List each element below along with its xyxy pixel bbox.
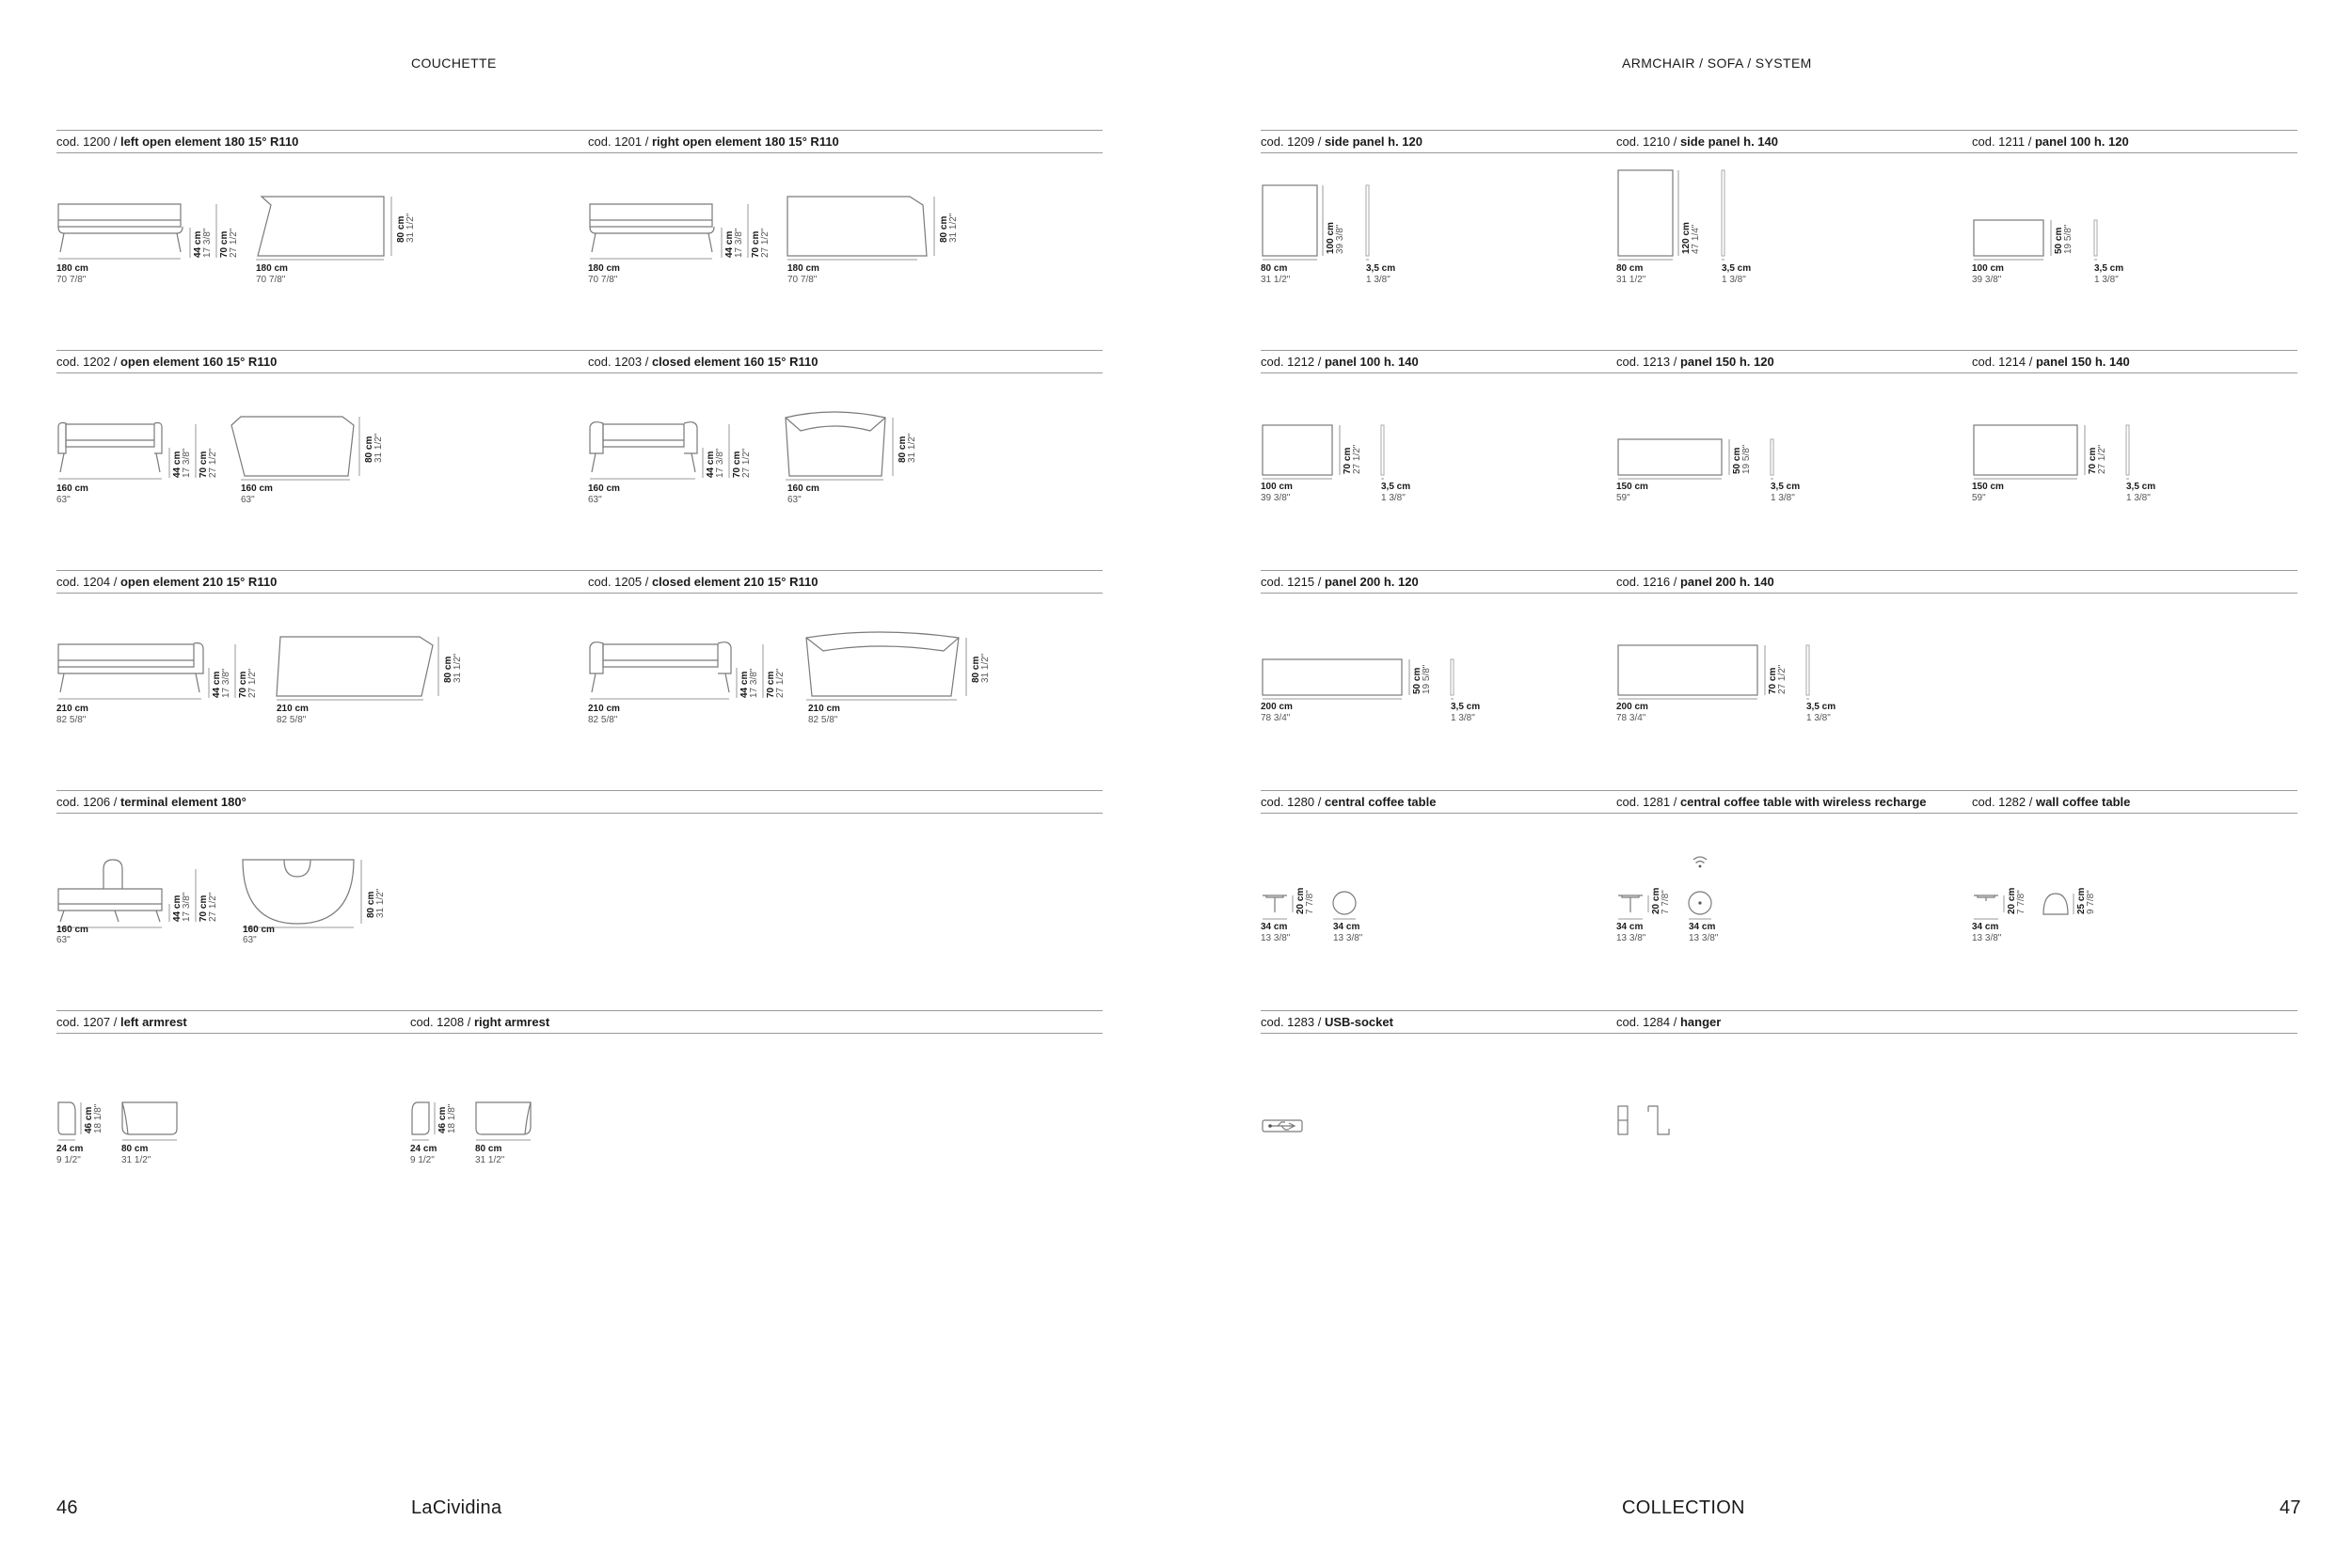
dim-label: 39 3/8" (1335, 224, 1345, 254)
sofa-top-view (786, 412, 885, 476)
product-item (1261, 1010, 1609, 1236)
dim-label: 160 cm (56, 483, 88, 494)
dim-label: 18 1/8" (447, 1103, 457, 1133)
panel-side-view (1381, 425, 1384, 475)
dim-label: 34 cm (1616, 922, 1644, 932)
dim-label: 44 cm (706, 451, 716, 478)
product-title: cod. 1204 / open element 210 15° R110 (56, 575, 278, 589)
dim-label: 70 cm (199, 895, 209, 922)
product-row (56, 1010, 1103, 1236)
panel-front-view (1618, 170, 1673, 256)
table-side-view (1263, 895, 1287, 912)
product-item (588, 130, 1103, 356)
dim-label: 13 3/8" (1972, 933, 2002, 943)
dim-label: 180 cm (588, 263, 620, 274)
dim-label: 70 cm (2088, 447, 2098, 474)
product-item (1972, 790, 2297, 1016)
product-title: cod. 1205 / closed element 210 15° R110 (588, 575, 818, 589)
footer-collection: COLLECTION (1622, 1497, 1745, 1518)
dim-label: 59" (1972, 493, 1986, 503)
product-item (56, 570, 583, 796)
dim-label: 31 1/2" (1616, 275, 1646, 285)
dim-label: 46 cm (84, 1106, 94, 1133)
product-title: cod. 1207 / left armrest (56, 1015, 187, 1029)
product-item (1261, 350, 1609, 576)
dim-label: 160 cm (588, 483, 620, 494)
sofa-top-view (787, 197, 927, 256)
dim-label: 3,5 cm (1771, 482, 1801, 492)
dim-label: 31 1/2" (980, 653, 991, 683)
dim-label: 78 3/4" (1261, 713, 1291, 723)
dim-label: 210 cm (588, 704, 620, 714)
dim-label: 17 3/8" (221, 668, 231, 698)
dim-label: 80 cm (396, 215, 406, 243)
dim-label: 27 1/2" (229, 228, 239, 258)
product-item (1261, 130, 1609, 356)
dim-label: 17 3/8" (182, 892, 192, 922)
panel-front-view (1263, 185, 1317, 256)
product-row (56, 130, 1103, 356)
dim-label: 210 cm (808, 704, 840, 714)
product-row (56, 570, 1103, 796)
dimension-drawing (410, 1010, 758, 1236)
dim-label: 100 cm (1326, 222, 1336, 254)
table-side-view (1974, 895, 1998, 901)
dim-label: 70 cm (199, 451, 209, 478)
dim-label: 80 cm (475, 1144, 502, 1154)
dim-label: 1 3/8" (1366, 275, 1391, 285)
dim-label: 31 1/2" (453, 653, 463, 683)
product-title: cod. 1283 / USB-socket (1261, 1015, 1393, 1029)
dim-label: 3,5 cm (1381, 482, 1411, 492)
panel-side-view (1722, 170, 1724, 256)
dim-label: 7 7/8" (2016, 890, 2026, 914)
product-item (588, 350, 1103, 576)
dim-label: 31 1/2" (948, 213, 959, 243)
dimension-drawing (56, 350, 583, 576)
dim-label: 80 cm (366, 891, 376, 918)
panel-side-view (2094, 220, 2097, 256)
product-title: cod. 1216 / panel 200 h. 140 (1616, 575, 1774, 589)
dim-label: 63" (787, 495, 802, 505)
dim-label: 34 cm (1333, 922, 1360, 932)
product-item (588, 570, 1103, 796)
dimension-drawing (588, 570, 1103, 796)
sofa-front-view (590, 422, 697, 472)
dimension-drawing (1261, 570, 1609, 796)
product-title: cod. 1213 / panel 150 h. 120 (1616, 355, 1774, 369)
dim-label: 160 cm (243, 925, 275, 935)
dim-label: 100 cm (1972, 263, 2004, 274)
dim-label: 19 5/8" (1422, 664, 1432, 694)
dim-label: 80 cm (364, 436, 374, 463)
dimension-drawing (1261, 350, 1609, 576)
product-item (1616, 130, 1964, 356)
dim-label: 80 cm (1616, 263, 1644, 274)
dim-label: 180 cm (256, 263, 288, 274)
product-title: cod. 1280 / central coffee table (1261, 795, 1437, 809)
dim-label: 3,5 cm (1722, 263, 1752, 274)
dim-label: 24 cm (410, 1144, 437, 1154)
dim-label: 27 1/2" (741, 448, 752, 478)
right-page-number: 47 (2280, 1497, 2301, 1518)
dim-label: 27 1/2" (2097, 444, 2107, 474)
dim-label: 44 cm (739, 671, 750, 698)
dim-label: 80 cm (971, 656, 981, 683)
panel-front-view (1974, 220, 2043, 256)
armrest-side-view (58, 1102, 75, 1134)
sofa-top-view (806, 632, 959, 696)
dim-label: 63" (56, 495, 71, 505)
left-page-section-title: COUCHETTE (411, 55, 497, 71)
dim-label: 9 1/2" (410, 1155, 435, 1165)
dim-label: 1 3/8" (2094, 275, 2119, 285)
product-title: cod. 1206 / terminal element 180° (56, 795, 246, 809)
dim-label: 3,5 cm (1451, 702, 1481, 712)
table-top-view (1333, 892, 1356, 914)
table-side-view (1618, 895, 1643, 912)
dim-label: 17 3/8" (749, 668, 759, 698)
dim-label: 160 cm (56, 925, 88, 935)
product-item (1261, 790, 1609, 1016)
product-item (1616, 350, 1964, 576)
dim-label: 27 1/2" (247, 668, 258, 698)
product-title: cod. 1202 / open element 160 15° R110 (56, 355, 278, 369)
dim-label: 31 1/2" (1261, 275, 1291, 285)
panel-front-view (1263, 425, 1332, 475)
product-title: cod. 1201 / right open element 180 15° R110 (588, 135, 839, 149)
dim-label: 19 5/8" (2063, 224, 2074, 254)
dim-label: 70 cm (766, 671, 776, 698)
hanger-icon (1618, 1106, 1669, 1134)
product-title: cod. 1214 / panel 150 h. 140 (1972, 355, 2130, 369)
panel-front-view (1618, 645, 1757, 695)
product-item (1616, 790, 1964, 1016)
dim-label: 27 1/2" (1352, 444, 1362, 474)
dim-label: 80 cm (1261, 263, 1288, 274)
dim-label: 70 cm (751, 230, 761, 258)
panel-side-view (1366, 185, 1369, 256)
product-item (410, 1010, 758, 1236)
dimension-drawing (56, 570, 583, 796)
dim-label: 1 3/8" (1771, 493, 1795, 503)
dimension-drawing (588, 130, 1103, 356)
dim-label: 39 3/8" (1261, 493, 1291, 503)
dim-label: 31 1/2" (405, 213, 416, 243)
dimension-drawing (1616, 570, 1964, 796)
dimension-drawing (1616, 1010, 1964, 1236)
dim-label: 7 7/8" (1661, 890, 1671, 914)
charger-dot (1698, 901, 1701, 904)
panel-side-view (1806, 645, 1809, 695)
product-title: cod. 1208 / right armrest (410, 1015, 550, 1029)
dim-label: 1 3/8" (1722, 275, 1746, 285)
product-title: cod. 1284 / hanger (1616, 1015, 1722, 1029)
dim-label: 70 cm (732, 451, 742, 478)
dim-label: 180 cm (787, 263, 819, 274)
dim-label: 100 cm (1261, 482, 1293, 492)
product-title: cod. 1211 / panel 100 h. 120 (1972, 135, 2129, 149)
dim-label: 82 5/8" (56, 715, 87, 725)
dim-label: 27 1/2" (208, 892, 218, 922)
dim-label: 17 3/8" (182, 448, 192, 478)
dim-label: 160 cm (241, 483, 273, 494)
dim-label: 63" (588, 495, 602, 505)
dim-label: 39 3/8" (1972, 275, 2002, 285)
product-row (1261, 790, 2297, 1016)
product-row (1261, 570, 2297, 796)
dim-label: 1 3/8" (1451, 713, 1475, 723)
dim-label: 150 cm (1616, 482, 1648, 492)
terminal-front-view (58, 860, 162, 922)
dim-label: 70 7/8" (787, 275, 818, 285)
dimension-drawing (1261, 1010, 1609, 1236)
dim-label: 50 cm (1732, 447, 1742, 474)
dim-label: 3,5 cm (1806, 702, 1836, 712)
panel-side-view (1451, 659, 1454, 695)
usb-socket-icon (1263, 1120, 1302, 1132)
dim-label: 13 3/8" (1689, 933, 1719, 943)
dim-label: 150 cm (1972, 482, 2004, 492)
dim-label: 17 3/8" (734, 228, 744, 258)
dimension-drawing (56, 1010, 405, 1236)
dim-label: 3,5 cm (2126, 482, 2156, 492)
dim-label: 25 cm (2076, 887, 2087, 914)
panel-side-view (2126, 425, 2129, 475)
dim-label: 82 5/8" (588, 715, 618, 725)
sofa-top-view (231, 417, 354, 476)
footer-brand: LaCividina (411, 1497, 502, 1518)
dim-label: 59" (1616, 493, 1630, 503)
dim-label: 31 1/2" (375, 888, 386, 918)
dim-label: 31 1/2" (475, 1155, 505, 1165)
left-page-number: 46 (56, 1497, 78, 1518)
armrest-side-view (412, 1102, 429, 1134)
dim-label: 210 cm (277, 704, 309, 714)
product-item (1616, 570, 1964, 796)
dim-label: 200 cm (1261, 702, 1293, 712)
dimension-drawing (1261, 130, 1609, 356)
dim-label: 18 1/8" (93, 1103, 103, 1133)
dim-label: 70 cm (1768, 667, 1778, 694)
dim-label: 70 cm (219, 230, 230, 258)
dim-label: 63" (241, 495, 255, 505)
dim-label: 47 1/4" (1691, 224, 1701, 254)
dim-label: 78 3/4" (1616, 713, 1646, 723)
dim-label: 17 3/8" (715, 448, 725, 478)
product-row (1261, 1010, 2297, 1236)
dim-label: 80 cm (121, 1144, 149, 1154)
dim-label: 13 3/8" (1616, 933, 1646, 943)
dim-label: 44 cm (212, 671, 222, 698)
dim-label: 27 1/2" (760, 228, 771, 258)
dim-label: 27 1/2" (775, 668, 786, 698)
armrest-top-view (476, 1102, 531, 1134)
product-row (56, 350, 1103, 576)
dim-label: 3,5 cm (1366, 263, 1396, 274)
dimension-drawing (1616, 130, 1964, 356)
dim-label: 1 3/8" (1381, 493, 1406, 503)
dimension-drawing (1616, 790, 1964, 1016)
dim-label: 3,5 cm (2094, 263, 2124, 274)
dim-label: 63" (243, 935, 257, 945)
dimension-drawing (1972, 350, 2297, 576)
dim-label: 19 5/8" (1741, 444, 1752, 474)
dim-label: 180 cm (56, 263, 88, 274)
table-top-view (2043, 894, 2068, 914)
product-row (56, 790, 1103, 1016)
product-item (56, 790, 583, 1016)
dimension-drawing (56, 130, 583, 356)
terminal-top-view (243, 860, 354, 924)
dim-label: 44 cm (172, 451, 183, 478)
dim-label: 44 cm (724, 230, 735, 258)
wireless-icon (1693, 857, 1707, 867)
dim-label: 70 7/8" (56, 275, 87, 285)
sofa-top-view (277, 637, 433, 696)
dim-label: 1 3/8" (2126, 493, 2151, 503)
dim-label: 9 1/2" (56, 1155, 81, 1165)
sofa-front-view (58, 423, 162, 473)
dim-label: 50 cm (2054, 227, 2064, 254)
dim-label: 80 cm (443, 656, 453, 683)
dimension-drawing (56, 790, 583, 1016)
panel-side-view (1771, 439, 1773, 475)
dim-label: 31 1/2" (373, 433, 384, 463)
dim-label: 82 5/8" (277, 715, 307, 725)
dim-label: 80 cm (898, 436, 908, 463)
dim-label: 70 cm (238, 671, 248, 698)
armrest-top-view (122, 1102, 177, 1134)
product-item (56, 130, 583, 356)
panel-front-view (1974, 425, 2077, 475)
product-row (1261, 350, 2297, 576)
dim-label: 63" (56, 935, 71, 945)
dim-label: 27 1/2" (208, 448, 218, 478)
dim-label: 210 cm (56, 704, 88, 714)
dim-label: 70 cm (1343, 447, 1353, 474)
dim-label: 200 cm (1616, 702, 1648, 712)
product-row (1261, 130, 2297, 356)
product-title: cod. 1210 / side panel h. 140 (1616, 135, 1778, 149)
dimension-drawing (1972, 790, 2297, 1016)
dim-label: 13 3/8" (1333, 933, 1363, 943)
dim-label: 44 cm (172, 895, 183, 922)
sofa-front-view (58, 643, 203, 692)
dim-label: 31 1/2" (907, 433, 917, 463)
dim-label: 46 cm (437, 1106, 448, 1133)
dim-label: 31 1/2" (121, 1155, 151, 1165)
dim-label: 34 cm (1689, 922, 1716, 932)
dim-label: 24 cm (56, 1144, 84, 1154)
dim-label: 17 3/8" (202, 228, 213, 258)
dim-label: 34 cm (1972, 922, 1999, 932)
product-title: cod. 1282 / wall coffee table (1972, 795, 2131, 809)
product-item (56, 1010, 405, 1236)
dim-label: 82 5/8" (808, 715, 838, 725)
product-item (1616, 1010, 1964, 1236)
dim-label: 7 7/8" (1305, 890, 1315, 914)
product-title: cod. 1281 / central coffee table with wireless recharge (1616, 795, 1927, 809)
sofa-front-view (58, 204, 183, 252)
dim-label: 50 cm (1412, 667, 1422, 694)
right-page-section-title: ARMCHAIR / SOFA / SYSTEM (1622, 55, 1812, 71)
dim-label: 27 1/2" (1777, 664, 1788, 694)
sofa-front-view (590, 204, 714, 252)
dim-label: 80 cm (939, 215, 949, 243)
dim-label: 34 cm (1261, 922, 1288, 932)
product-title: cod. 1215 / panel 200 h. 120 (1261, 575, 1419, 589)
dim-label: 13 3/8" (1261, 933, 1291, 943)
product-item (1261, 570, 1609, 796)
sofa-front-view (590, 642, 731, 692)
dim-label: 20 cm (1295, 887, 1306, 914)
product-item (1972, 350, 2297, 576)
product-title: cod. 1200 / left open element 180 15° R110 (56, 135, 299, 149)
product-title: cod. 1212 / panel 100 h. 140 (1261, 355, 1419, 369)
dimension-drawing (588, 350, 1103, 576)
dimension-drawing (1616, 350, 1964, 576)
dim-label: 9 7/8" (2086, 890, 2096, 914)
dim-label: 44 cm (193, 230, 203, 258)
product-item (56, 350, 583, 576)
dim-label: 120 cm (1681, 222, 1692, 254)
panel-front-view (1618, 439, 1722, 475)
dim-label: 20 cm (2007, 887, 2017, 914)
product-title: cod. 1209 / side panel h. 120 (1261, 135, 1422, 149)
dim-label: 20 cm (1651, 887, 1661, 914)
dim-label: 70 7/8" (588, 275, 618, 285)
dim-label: 160 cm (787, 483, 819, 494)
panel-front-view (1263, 659, 1402, 695)
product-title: cod. 1203 / closed element 160 15° R110 (588, 355, 818, 369)
dim-label: 70 7/8" (256, 275, 286, 285)
dimension-drawing (1972, 130, 2297, 356)
product-item (1972, 130, 2297, 356)
dimension-drawing (1261, 790, 1609, 1016)
sofa-top-view (258, 197, 384, 256)
dim-label: 1 3/8" (1806, 713, 1831, 723)
